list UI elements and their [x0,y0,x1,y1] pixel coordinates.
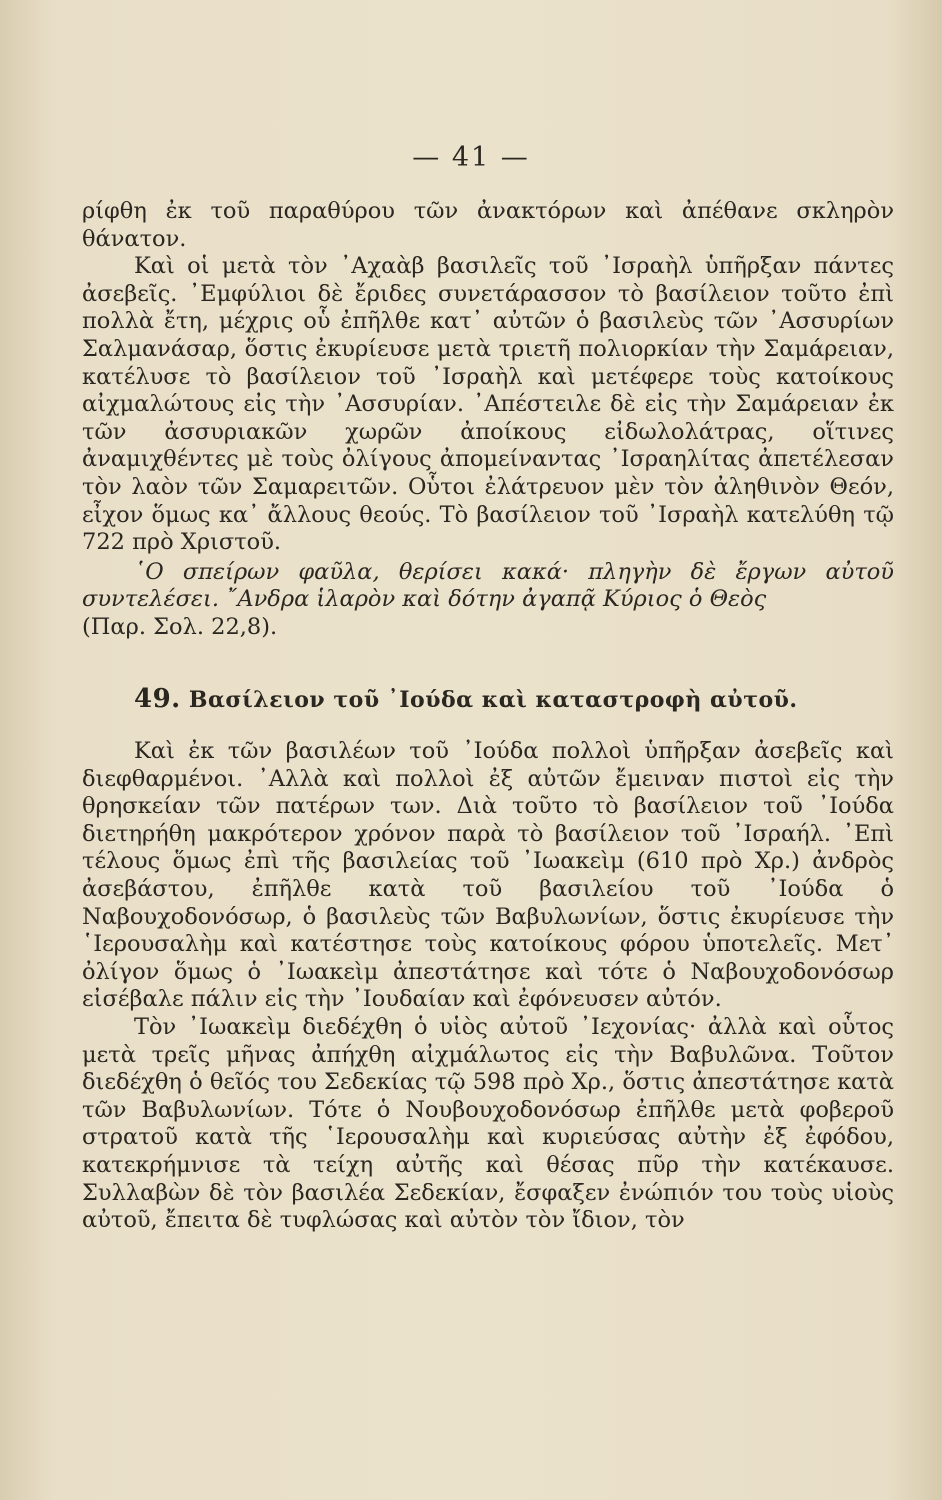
quote-reference: (Παρ. Σολ. 22,8). [82,613,278,640]
scripture-quote: ῾Ο σπείρων φαῦλα, θερίσει κακά· πληγὴν δὲ ἔργων αὐτοῦ συντελέσει. ῎Ανδρα ἱλαρὸν καὶ δότην ἀγαπᾷ Κύριος ὁ Θεὸς [82,558,894,613]
section-heading [82,683,894,715]
paragraph: Καὶ ἐκ τῶν βασιλέων τοῦ ᾿Ιούδα πολλοὶ ὑπῆρξαν ἀσεβεῖς καὶ διεφθαρμένοι. ᾿Αλλὰ καὶ πολλοὶ ἐξ αὐτῶν ἔμειναν πιστοὶ εἰς τὴν θρησκείαν τῶν πατέρων των. Διὰ τοῦτο τὸ βασίλειον τοῦ ᾿Ιούδα διετηρήθη μακρότερον χρόνον παρὰ τὸ βασίλειον τοῦ ᾿Ισραήλ. ᾿Επὶ τέλους ὅμως ἐπὶ τῆς βασιλείας τοῦ ᾿Ιωακεὶμ (610 πρὸ Χρ.) ἀνδρὸς ἀσεβάστου, ἐπῆλθε κατὰ τοῦ βασιλείου τοῦ ᾿Ιούδα ὁ Ναβουχοδονόσωρ, ὁ βασιλεὺς τῶν Βαβυλωνίων, ὅστις ἐκυρίευσε τὴν ῾Ιερουσαλὴμ καὶ κατέστησε τοὺς κατοίκους φόρου ὑποτελεῖς. Μετ᾿ ὀλίγον ὅμως ὁ ᾿Ιωακεὶμ ἀπεστάτησε καὶ τότε ὁ Ναβουχοδονόσωρ εἰσέβαλε πάλιν εἰς τὴν ᾿Ιουδαίαν καὶ ἐφόνευσεν αὐτόν. [82,738,894,1013]
paragraph: Καὶ οἱ μετὰ τὸν ᾿Αχαὰβ βασιλεῖς τοῦ ᾿Ισραὴλ ὑπῆρξαν πάντες ἀσεβεῖς. ᾿Εμφύλιοι δὲ ἔριδες συνετάρασσον τὸ βασίλειον τοῦτο ἐπὶ πολλὰ ἔτη, μέχρις οὗ ἐπῆλθε κατ᾿ αὐτῶν ὁ βασιλεὺς τῶν ᾿Ασσυρίων Σαλμανάσαρ, ὅστις ἐκυρίευσε μετὰ τριετῆ πολιορκίαν τὴν Σαμάρειαν, κατέλυσε τὸ βασίλειον τοῦ ᾿Ισραὴλ καὶ μετέφερε τοὺς κατοίκους αἰχμαλώτους εἰς τὴν ᾿Ασσυρίαν. ᾿Απέστειλε δὲ εἰς τὴν Σαμάρειαν ἐκ τῶν ἀσσυριακῶν χωρῶν ἀποίκους εἰδωλολάτρας, οἵτινες ἀναμιχθέντες μὲ τοὺς ὀλίγους ἀπομείναντας ᾿Ισραηλίτας ἀπετέλεσαν τὸν λαὸν τῶν Σαμαρειτῶν. Οὗτοι ἐλάτρευον μὲν τὸν ἀληθινὸν Θεόν, εἶχον ὅμως κα᾿ ἄλλους θεούς. Τὸ βασίλειον τοῦ ᾿Ισραὴλ κατελύθη τῷ 722 πρὸ Χριστοῦ. [82,253,894,556]
paragraph: ρίφθη ἐκ τοῦ παραθύρου τῶν ἀνακτόρων καὶ ἀπέθανε σκληρὸν θάνατον. [82,198,894,252]
page-body [82,198,894,1235]
section-number: 49. [134,683,181,714]
page-number: — 41 — [412,142,530,173]
paragraph: Τὸν ᾿Ιωακεὶμ διεδέχθη ὁ υἱὸς αὐτοῦ ᾿Ιεχονίας· ἀλλὰ καὶ οὗτος μετὰ τρεῖς μῆνας ἀπήχθη αἰχμάλωτος εἰς τὴν Βαβυλῶνα. Τοῦτον διεδέχθη ὁ θεῖός του Σεδεκίας τῷ 598 πρὸ Χρ., ὅστις ἀπεστάτησε κατὰ τῶν Βαβυλωνίων. Τότε ὁ Νουβουχοδονόσωρ ἐπῆλθε μετὰ φοβεροῦ στρατοῦ κατὰ τῆς ῾Ιερουσαλὴμ καὶ κυριεύσας αὐτὴν ἐξ ἐφόδου, κατεκρήμνισε τὰ τείχη αὐτῆς καὶ θέσας πῦρ τὴν κατέκαυσε. Συλλαβὼν δὲ τὸν βασιλέα Σεδεκίαν, ἔσφαξεν ἐνώπιόν του τοὺς υἱοὺς αὐτοῦ, ἔπειτα δὲ τυφλώσας καὶ αὐτὸν τὸν ἴδιον, τὸν [82,1014,894,1234]
section-title: Βασίλειον τοῦ ᾿Ιούδα καὶ καταστροφὴ αὐτοῦ. [188,686,798,713]
